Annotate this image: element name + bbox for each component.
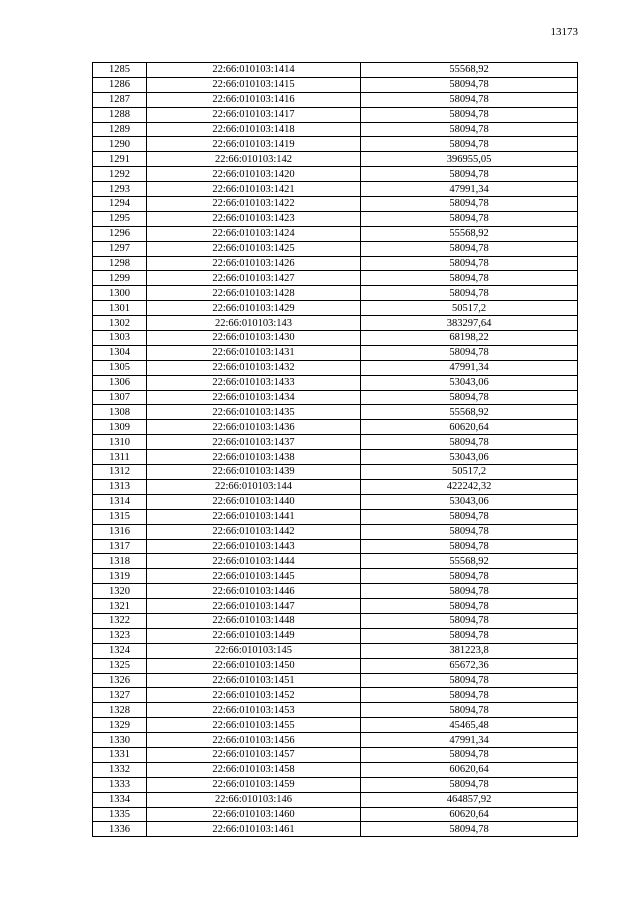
cadastral-number-cell: 22:66:010103:1438 bbox=[147, 450, 361, 465]
row-number-cell: 1306 bbox=[93, 375, 147, 390]
cadastral-number-cell: 22:66:010103:1460 bbox=[147, 807, 361, 822]
cadastral-number-cell: 22:66:010103:1428 bbox=[147, 286, 361, 301]
table-row bbox=[93, 316, 578, 331]
value-cell: 47991,34 bbox=[361, 182, 578, 197]
cadastral-number-cell: 22:66:010103:1420 bbox=[147, 167, 361, 182]
row-number-cell: 1323 bbox=[93, 628, 147, 643]
row-number-cell: 1324 bbox=[93, 643, 147, 658]
cadastral-number-cell: 22:66:010103:1459 bbox=[147, 777, 361, 792]
value-cell: 50517,2 bbox=[361, 465, 578, 480]
cadastral-number-cell: 22:66:010103:1437 bbox=[147, 435, 361, 450]
table-row bbox=[93, 539, 578, 554]
row-number-cell: 1314 bbox=[93, 494, 147, 509]
value-cell: 58094,78 bbox=[361, 435, 578, 450]
table-row bbox=[93, 807, 578, 822]
cadastral-number-cell: 22:66:010103:1441 bbox=[147, 509, 361, 524]
value-cell: 53043,06 bbox=[361, 375, 578, 390]
row-number-cell: 1328 bbox=[93, 703, 147, 718]
cadastral-number-cell: 22:66:010103:1429 bbox=[147, 301, 361, 316]
value-cell: 60620,64 bbox=[361, 762, 578, 777]
cadastral-number-cell: 22:66:010103:1456 bbox=[147, 733, 361, 748]
table-row bbox=[93, 390, 578, 405]
value-cell: 58094,78 bbox=[361, 584, 578, 599]
row-number-cell: 1321 bbox=[93, 599, 147, 614]
row-number-cell: 1309 bbox=[93, 420, 147, 435]
value-cell: 58094,78 bbox=[361, 539, 578, 554]
table-row bbox=[93, 658, 578, 673]
cadastral-number-cell: 22:66:010103:1417 bbox=[147, 107, 361, 122]
value-cell: 65672,36 bbox=[361, 658, 578, 673]
cadastral-number-cell: 22:66:010103:1419 bbox=[147, 137, 361, 152]
table-row bbox=[93, 211, 578, 226]
value-cell: 383297,64 bbox=[361, 316, 578, 331]
table-row bbox=[93, 360, 578, 375]
cadastral-number-cell: 22:66:010103:144 bbox=[147, 479, 361, 494]
row-number-cell: 1316 bbox=[93, 524, 147, 539]
value-cell: 58094,78 bbox=[361, 77, 578, 92]
row-number-cell: 1288 bbox=[93, 107, 147, 122]
cadastral-number-cell: 22:66:010103:1445 bbox=[147, 569, 361, 584]
value-cell: 53043,06 bbox=[361, 450, 578, 465]
row-number-cell: 1295 bbox=[93, 211, 147, 226]
cadastral-number-cell: 22:66:010103:1461 bbox=[147, 822, 361, 837]
row-number-cell: 1329 bbox=[93, 718, 147, 733]
table-row bbox=[93, 524, 578, 539]
table-row bbox=[93, 673, 578, 688]
table-row bbox=[93, 628, 578, 643]
row-number-cell: 1296 bbox=[93, 226, 147, 241]
table-row bbox=[93, 613, 578, 628]
cadastral-number-cell: 22:66:010103:1415 bbox=[147, 77, 361, 92]
cadastral-number-cell: 22:66:010103:1430 bbox=[147, 331, 361, 346]
row-number-cell: 1326 bbox=[93, 673, 147, 688]
table-row bbox=[93, 197, 578, 212]
row-number-cell: 1292 bbox=[93, 167, 147, 182]
row-number-cell: 1335 bbox=[93, 807, 147, 822]
cadastral-number-cell: 22:66:010103:145 bbox=[147, 643, 361, 658]
value-cell: 58094,78 bbox=[361, 822, 578, 837]
row-number-cell: 1300 bbox=[93, 286, 147, 301]
cadastral-number-cell: 22:66:010103:1423 bbox=[147, 211, 361, 226]
value-cell: 60620,64 bbox=[361, 807, 578, 822]
cadastral-number-cell: 22:66:010103:1421 bbox=[147, 182, 361, 197]
value-cell: 58094,78 bbox=[361, 703, 578, 718]
cadastral-number-cell: 22:66:010103:1446 bbox=[147, 584, 361, 599]
cadastral-number-cell: 22:66:010103:1442 bbox=[147, 524, 361, 539]
cadastral-number-cell: 22:66:010103:1436 bbox=[147, 420, 361, 435]
value-cell: 53043,06 bbox=[361, 494, 578, 509]
row-number-cell: 1317 bbox=[93, 539, 147, 554]
value-cell: 58094,78 bbox=[361, 569, 578, 584]
value-cell: 58094,78 bbox=[361, 211, 578, 226]
row-number-cell: 1294 bbox=[93, 197, 147, 212]
row-number-cell: 1318 bbox=[93, 554, 147, 569]
cadastral-number-cell: 22:66:010103:1424 bbox=[147, 226, 361, 241]
cadastral-number-cell: 22:66:010103:1457 bbox=[147, 747, 361, 762]
cadastral-number-cell: 22:66:010103:1418 bbox=[147, 122, 361, 137]
cadastral-number-cell: 22:66:010103:1416 bbox=[147, 92, 361, 107]
row-number-cell: 1311 bbox=[93, 450, 147, 465]
value-cell: 58094,78 bbox=[361, 122, 578, 137]
value-cell: 58094,78 bbox=[361, 137, 578, 152]
value-cell: 58094,78 bbox=[361, 241, 578, 256]
table-row bbox=[93, 182, 578, 197]
row-number-cell: 1327 bbox=[93, 688, 147, 703]
row-number-cell: 1305 bbox=[93, 360, 147, 375]
value-cell: 55568,92 bbox=[361, 554, 578, 569]
cadastral-number-cell: 22:66:010103:1422 bbox=[147, 197, 361, 212]
cadastral-number-cell: 22:66:010103:143 bbox=[147, 316, 361, 331]
row-number-cell: 1320 bbox=[93, 584, 147, 599]
table-row bbox=[93, 733, 578, 748]
row-number-cell: 1312 bbox=[93, 465, 147, 480]
table-row bbox=[93, 226, 578, 241]
table-row bbox=[93, 271, 578, 286]
value-cell: 58094,78 bbox=[361, 107, 578, 122]
value-cell: 58094,78 bbox=[361, 390, 578, 405]
row-number-cell: 1287 bbox=[93, 92, 147, 107]
table-row bbox=[93, 92, 578, 107]
value-cell: 58094,78 bbox=[361, 747, 578, 762]
value-cell: 58094,78 bbox=[361, 167, 578, 182]
row-number-cell: 1304 bbox=[93, 345, 147, 360]
cadastral-number-cell: 22:66:010103:1453 bbox=[147, 703, 361, 718]
table-row bbox=[93, 450, 578, 465]
row-number-cell: 1332 bbox=[93, 762, 147, 777]
table-row bbox=[93, 643, 578, 658]
value-cell: 58094,78 bbox=[361, 256, 578, 271]
cadastral-number-cell: 22:66:010103:1414 bbox=[147, 63, 361, 78]
table-row bbox=[93, 747, 578, 762]
cadastral-number-cell: 22:66:010103:1458 bbox=[147, 762, 361, 777]
value-cell: 58094,78 bbox=[361, 509, 578, 524]
table-row bbox=[93, 345, 578, 360]
row-number-cell: 1330 bbox=[93, 733, 147, 748]
cadastral-number-cell: 22:66:010103:1433 bbox=[147, 375, 361, 390]
row-number-cell: 1325 bbox=[93, 658, 147, 673]
value-cell: 58094,78 bbox=[361, 688, 578, 703]
value-cell: 396955,05 bbox=[361, 152, 578, 167]
table-row bbox=[93, 435, 578, 450]
table-row bbox=[93, 286, 578, 301]
row-number-cell: 1302 bbox=[93, 316, 147, 331]
row-number-cell: 1313 bbox=[93, 479, 147, 494]
row-number-cell: 1310 bbox=[93, 435, 147, 450]
table-row bbox=[93, 331, 578, 346]
row-number-cell: 1285 bbox=[93, 63, 147, 78]
table-row bbox=[93, 465, 578, 480]
table-row bbox=[93, 762, 578, 777]
cadastral-number-cell: 22:66:010103:1455 bbox=[147, 718, 361, 733]
table-row bbox=[93, 792, 578, 807]
cadastral-number-cell: 22:66:010103:1450 bbox=[147, 658, 361, 673]
row-number-cell: 1291 bbox=[93, 152, 147, 167]
row-number-cell: 1308 bbox=[93, 405, 147, 420]
cadastral-number-cell: 22:66:010103:146 bbox=[147, 792, 361, 807]
row-number-cell: 1322 bbox=[93, 613, 147, 628]
row-number-cell: 1286 bbox=[93, 77, 147, 92]
table-row bbox=[93, 137, 578, 152]
table-row bbox=[93, 688, 578, 703]
cadastral-number-cell: 22:66:010103:1443 bbox=[147, 539, 361, 554]
table-row bbox=[93, 599, 578, 614]
row-number-cell: 1301 bbox=[93, 301, 147, 316]
value-cell: 381223,8 bbox=[361, 643, 578, 658]
cadastral-number-cell: 22:66:010103:142 bbox=[147, 152, 361, 167]
table-row bbox=[93, 152, 578, 167]
row-number-cell: 1331 bbox=[93, 747, 147, 762]
table-row bbox=[93, 122, 578, 137]
row-number-cell: 1307 bbox=[93, 390, 147, 405]
table-row bbox=[93, 479, 578, 494]
table-row bbox=[93, 256, 578, 271]
table-row bbox=[93, 77, 578, 92]
row-number-cell: 1293 bbox=[93, 182, 147, 197]
value-cell: 58094,78 bbox=[361, 286, 578, 301]
table-row bbox=[93, 777, 578, 792]
cadastral-number-cell: 22:66:010103:1426 bbox=[147, 256, 361, 271]
cadastral-number-cell: 22:66:010103:1439 bbox=[147, 465, 361, 480]
value-cell: 60620,64 bbox=[361, 420, 578, 435]
table-row bbox=[93, 420, 578, 435]
value-cell: 58094,78 bbox=[361, 628, 578, 643]
table-row bbox=[93, 405, 578, 420]
cadastral-number-cell: 22:66:010103:1425 bbox=[147, 241, 361, 256]
cadastral-number-cell: 22:66:010103:1449 bbox=[147, 628, 361, 643]
row-number-cell: 1333 bbox=[93, 777, 147, 792]
table-row bbox=[93, 584, 578, 599]
value-cell: 58094,78 bbox=[361, 524, 578, 539]
cadastral-number-cell: 22:66:010103:1447 bbox=[147, 599, 361, 614]
table-row bbox=[93, 375, 578, 390]
table-row bbox=[93, 554, 578, 569]
cadastral-number-cell: 22:66:010103:1431 bbox=[147, 345, 361, 360]
table-row bbox=[93, 241, 578, 256]
value-cell: 58094,78 bbox=[361, 197, 578, 212]
row-number-cell: 1290 bbox=[93, 137, 147, 152]
value-cell: 47991,34 bbox=[361, 360, 578, 375]
value-cell: 47991,34 bbox=[361, 733, 578, 748]
cadastral-number-cell: 22:66:010103:1452 bbox=[147, 688, 361, 703]
value-cell: 55568,92 bbox=[361, 405, 578, 420]
page-number: 13173 bbox=[550, 26, 578, 38]
table-row bbox=[93, 167, 578, 182]
cadastral-number-cell: 22:66:010103:1435 bbox=[147, 405, 361, 420]
cadastral-value-table bbox=[92, 62, 578, 837]
cadastral-number-cell: 22:66:010103:1444 bbox=[147, 554, 361, 569]
table-row bbox=[93, 494, 578, 509]
table-row bbox=[93, 509, 578, 524]
table-body bbox=[93, 63, 578, 837]
value-cell: 50517,2 bbox=[361, 301, 578, 316]
value-cell: 58094,78 bbox=[361, 777, 578, 792]
table-row bbox=[93, 718, 578, 733]
cadastral-number-cell: 22:66:010103:1451 bbox=[147, 673, 361, 688]
table-row bbox=[93, 107, 578, 122]
table-row bbox=[93, 63, 578, 78]
row-number-cell: 1299 bbox=[93, 271, 147, 286]
row-number-cell: 1319 bbox=[93, 569, 147, 584]
value-cell: 58094,78 bbox=[361, 613, 578, 628]
row-number-cell: 1297 bbox=[93, 241, 147, 256]
value-cell: 68198,22 bbox=[361, 331, 578, 346]
table-row bbox=[93, 569, 578, 584]
value-cell: 58094,78 bbox=[361, 271, 578, 286]
cadastral-number-cell: 22:66:010103:1427 bbox=[147, 271, 361, 286]
cadastral-number-cell: 22:66:010103:1440 bbox=[147, 494, 361, 509]
cadastral-number-cell: 22:66:010103:1448 bbox=[147, 613, 361, 628]
cadastral-number-cell: 22:66:010103:1432 bbox=[147, 360, 361, 375]
value-cell: 55568,92 bbox=[361, 63, 578, 78]
value-cell: 55568,92 bbox=[361, 226, 578, 241]
cadastral-number-cell: 22:66:010103:1434 bbox=[147, 390, 361, 405]
table-row bbox=[93, 822, 578, 837]
value-cell: 422242,32 bbox=[361, 479, 578, 494]
row-number-cell: 1315 bbox=[93, 509, 147, 524]
value-cell: 58094,78 bbox=[361, 345, 578, 360]
row-number-cell: 1303 bbox=[93, 331, 147, 346]
value-cell: 58094,78 bbox=[361, 673, 578, 688]
row-number-cell: 1334 bbox=[93, 792, 147, 807]
row-number-cell: 1336 bbox=[93, 822, 147, 837]
row-number-cell: 1289 bbox=[93, 122, 147, 137]
value-cell: 45465,48 bbox=[361, 718, 578, 733]
table-row bbox=[93, 703, 578, 718]
table-row bbox=[93, 301, 578, 316]
value-cell: 58094,78 bbox=[361, 92, 578, 107]
value-cell: 58094,78 bbox=[361, 599, 578, 614]
value-cell: 464857,92 bbox=[361, 792, 578, 807]
row-number-cell: 1298 bbox=[93, 256, 147, 271]
